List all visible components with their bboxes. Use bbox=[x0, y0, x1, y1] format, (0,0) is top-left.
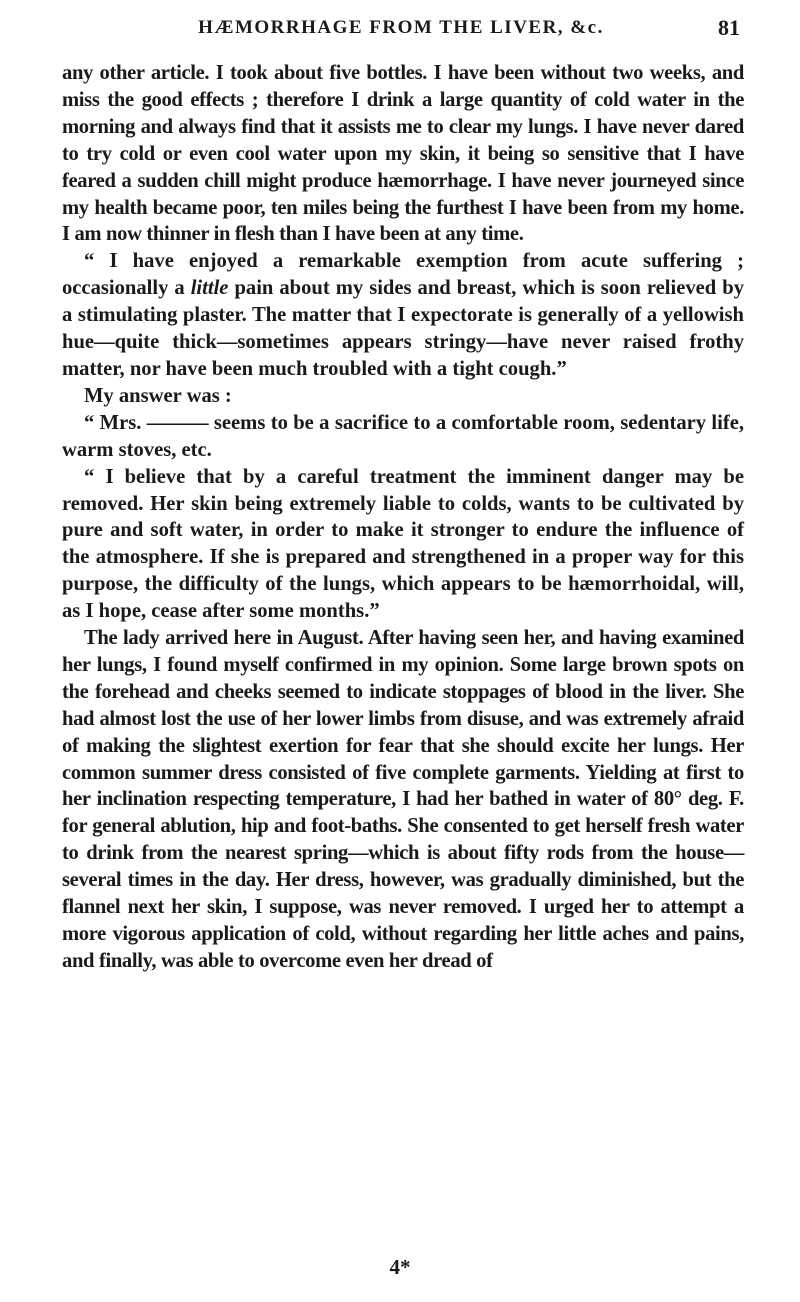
paragraph-continuation: any other article. I took about five bottles. I have been without two weeks, and miss the good effects ; therefore I drink a large quantity of cold water in the morning and always find that it assists me to clear my lungs. I have never dared to try cold or even cool water upon my skin, it being so sensitive that I have feared a sudden chill might produce hæmorrhage. I have never journeyed since my health became poor, ten miles being the furthest I have been from my home. I am now thinner in flesh than I have been at any time. bbox=[62, 62, 744, 246]
paragraph-answer-intro: My answer was : bbox=[84, 384, 232, 407]
paragraph-case-narrative: The lady arrived here in August. After having seen her, and having examined her lungs, I found myself confirmed in my opinion. Some large brown spots on the forehead and cheeks seemed to indicate stoppages of blood in the liver. She had almost lost the use of her lower limbs from disuse, and was extremely afraid of making the slightest exertion for fear that she should excite her lungs. Her common summer dress consisted of five complete garments. Yielding at first to her inclination respecting temperature, I had her bathed in water of 80° deg. F. for general ablution, hip and foot-baths. She consented to get herself fresh water to drink from the nearest spring—which is about fifty rods from the house—several times in the day. Her dress, however, was gradually diminished, but the flannel next her skin, I suppose, was never removed. I urged her to attempt a more vigorous application of cold, without regarding her little aches and pains, and finally, was able to overcome even her dread of bbox=[62, 627, 744, 972]
body-text bbox=[62, 60, 744, 975]
paragraph-answer-1: “ Mrs. ——— seems to be a sacrifice to a comfortable room, sedentary life, warm stoves, etc. bbox=[62, 411, 744, 461]
page-number: 81 bbox=[718, 15, 740, 40]
signature-mark: 4* bbox=[389, 1255, 411, 1279]
running-head bbox=[62, 10, 740, 46]
paragraph-quote-symptoms-text: “ I have enjoyed a remarkable exemption from acute suffering ; occasionally a little pain about my sides and breast, which is soon relieved by a stimulating plaster. The matter that I expectorate is generally of a yellowish hue—quite thick—sometimes appears stringy—have never raised frothy matter, nor have been much troubled with a tight cough.” bbox=[62, 250, 744, 380]
italic-emphasis: little bbox=[190, 277, 229, 300]
paragraph-answer-2: “ I believe that by a careful treatment the imminent danger may be removed. Her skin being extremely liable to colds, wants to be cultivated by pure and soft water, in order to make it stronger to endure the influence of the atmosphere. If she is prepared and strengthened in a proper way for this purpose, the difficulty of the lungs, which appears to be hæmorrhoidal, will, as I hope, cease after some months.” bbox=[62, 465, 744, 623]
paragraph-quote-symptoms bbox=[62, 248, 744, 383]
running-title: HÆMORRHAGE FROM THE LIVER, &c. bbox=[198, 17, 604, 38]
